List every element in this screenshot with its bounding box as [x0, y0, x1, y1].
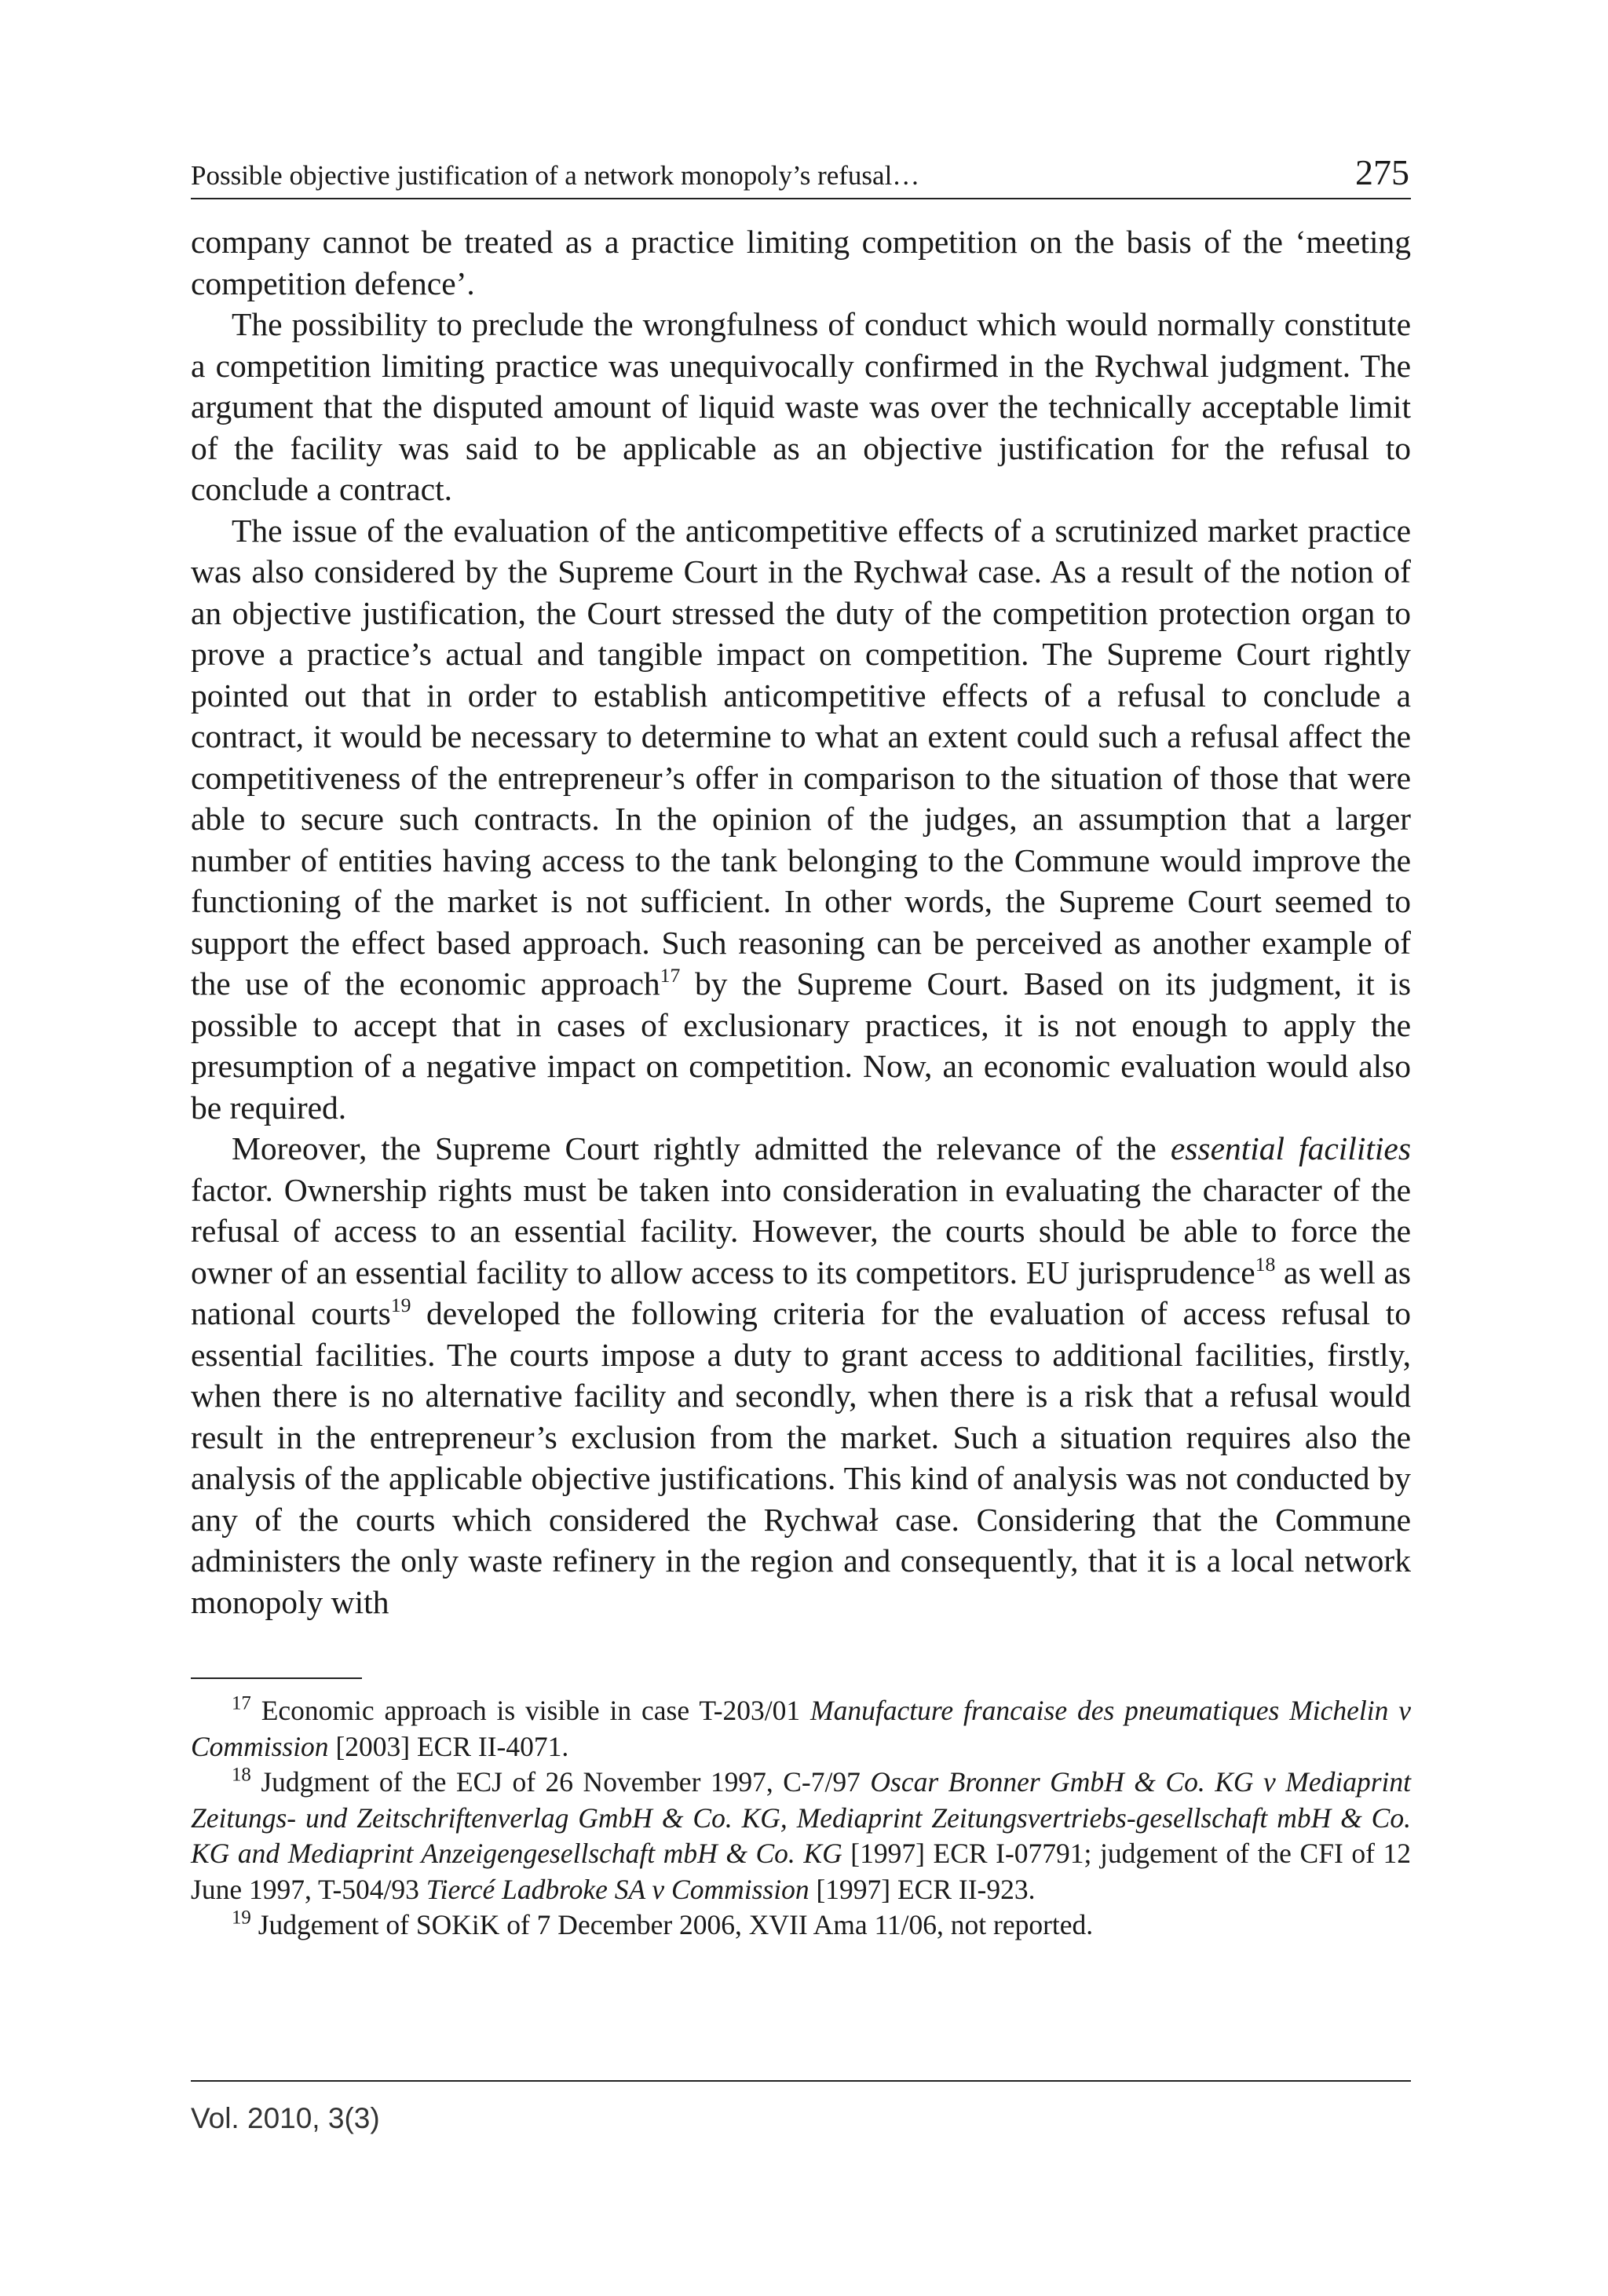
footnotes	[191, 1693, 1411, 1944]
footnote-17	[191, 1693, 1411, 1765]
footer-rule	[191, 2080, 1411, 2082]
body-text	[191, 221, 1411, 1623]
footnote-17-text-b: [2003] ECR II-4071.	[328, 1730, 569, 1762]
footnote-19	[191, 1907, 1411, 1944]
footnote-18-case-name-1: Oscar Bronner GmbH & Co. KG v Mediaprint Zeitungs- und Zeitschriftenverlag GmbH & Co. KG, Mediaprint Zeitungsvertriebs-gesellschaft mbH & Co. KG and Mediaprint Anzeigengesellschaft mbH & Co. KG	[191, 1766, 1412, 1869]
paragraph-1: company cannot be treated as a practice limiting competition on the basis of the ‘meeting competition defence’.	[191, 224, 1411, 301]
footnote-18-text-a: Judgment of the ECJ of 26 November 1997, C-7/97	[250, 1766, 871, 1798]
footnote-separator	[191, 1677, 362, 1679]
page-number: 275	[1355, 152, 1409, 192]
footnote-17-text-a: Economic approach is visible in case T-203/01	[250, 1695, 811, 1726]
footnote-number-19: 19	[232, 1907, 251, 1929]
footnote-ref-17[interactable]: 17	[660, 964, 681, 987]
footnote-18-case-name-2: Tiercé Ladbroke SA v Commission	[426, 1873, 809, 1905]
running-header	[191, 149, 1411, 199]
paragraph-3-part-b: by the Supreme Court. Based on its judgment, it is possible to accept that in cases of exclusionary practices, it is not enough to apply the presumption of a negative impact on competition. Now, an economic evaluation would also be required.	[191, 965, 1411, 1126]
paragraph-4-part-b: factor. Ownership rights must be taken into consideration in evaluating the character of the refusal of access to an essential facility. However, the courts should be able to force the owner of an essential facility to allow access to its competitors. EU jurisprudence	[191, 1171, 1411, 1290]
volume-info: Vol. 2010, 3(3)	[191, 2102, 380, 2134]
footnote-number-18: 18	[232, 1764, 251, 1786]
page	[191, 149, 1411, 1944]
footnote-ref-19[interactable]: 19	[390, 1294, 411, 1317]
footnote-17-case-name: Manufacture francaise des pneumatiques Michelin v Commission	[191, 1695, 1411, 1762]
paragraph-3	[191, 510, 1411, 1129]
paragraph-4-part-d: developed the following criteria for the evaluation of access refusal to essential facilities. The courts impose a duty to grant access to additional facilities, firstly, when there is no alternative facility and secondly, when there is a risk that a refusal would result in the entrepreneur’s exclusion from the market. Such a situation requires also the analysis of the applicable objective justifications. This kind of analysis was not conducted by any of the courts which considered the Rychwał case. Considering that the Commune administers the only waste refinery in the region and consequently, that it is a local network monopoly with	[191, 1295, 1411, 1620]
essential-facilities-term: essential facilities	[1170, 1130, 1411, 1166]
footnote-18-text-c: [1997] ECR II-923.	[809, 1873, 1036, 1905]
running-title: Possible objective justification of a network monopoly’s refusal…	[191, 160, 920, 191]
footnote-18	[191, 1765, 1411, 1907]
footnote-18-text-b: [1997] ECR I-07791; judgement of the CFI of 12 June 1997, T-504/93	[191, 1838, 1411, 1905]
paragraph-4	[191, 1128, 1411, 1623]
paragraph-4-part-c: as well as national courts	[191, 1254, 1412, 1331]
footnote-ref-18[interactable]: 18	[1255, 1252, 1276, 1276]
paragraph-4-part-a: Moreover, the Supreme Court rightly admitted the relevance of the	[232, 1130, 1171, 1166]
footnote-19-text: Judgement of SOKiK of 7 December 2006, XVII Ama 11/06, not reported.	[250, 1909, 1094, 1940]
paragraph-3-part-a: The issue of the evaluation of the anticompetitive effects of a scrutinized market practice was also considered by the Supreme Court in the Rychwał case. As a result of the notion of an objective justification, the Court stressed the duty of the competition protection organ to prove a practice’s actual and tangible impact on competition. The Supreme Court rightly pointed out that in order to establish anticompetitive effects of a refusal to conclude a contract, it would be necessary to determine to what an extent could such a refusal affect the competitiveness of the entrepreneur’s offer in comparison to the situation of those that were able to secure such contracts. In the opinion of the judges, an assumption that a larger number of entities having access to the tank belonging to the Commune would improve the functioning of the market is not sufficient. In other words, the Supreme Court seemed to support the effect based approach. Such reasoning can be perceived as another example of the use of the economic approach	[191, 512, 1411, 1002]
footnote-number-17: 17	[232, 1692, 251, 1714]
paragraph-2: The possibility to preclude the wrongfulness of conduct which would normally constitute a competition limiting practice was unequivocally confirmed in the Rychwal judgment. The argument that the disputed amount of liquid waste was over the technically acceptable limit of the facility was said to be applicable as an objective justification for the refusal to conclude a contract.	[191, 306, 1411, 507]
